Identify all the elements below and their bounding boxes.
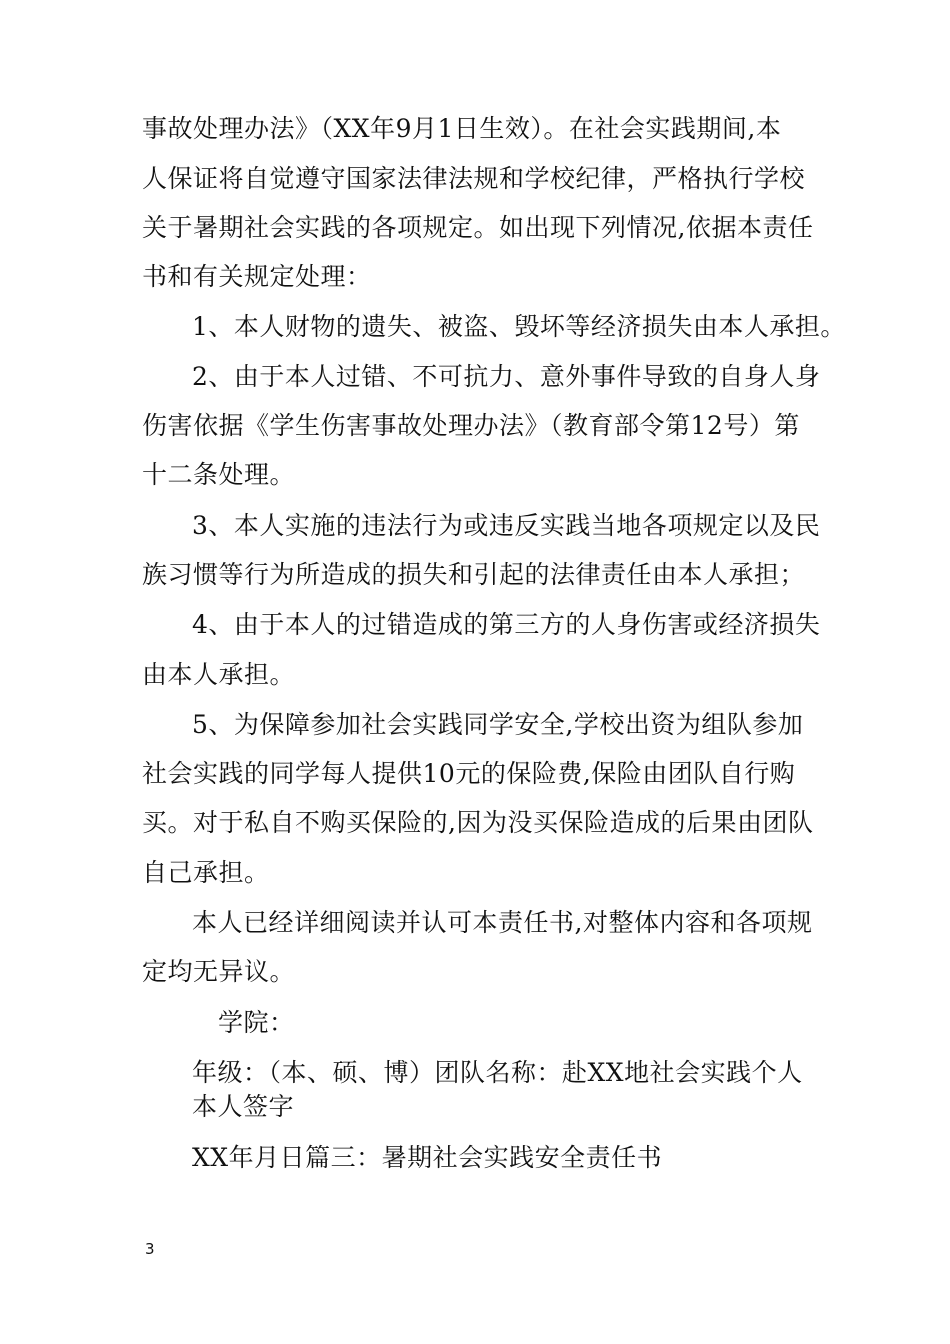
section-heading: XX年月日篇三：暑期社会实践安全责任书	[192, 1143, 663, 1172]
text-line: 书和有关规定处理：	[142, 262, 372, 291]
text-line: 社会实践的同学每人提供10元的保险费,保险由团队自行购	[142, 759, 796, 788]
text-line: 伤害依据《学生伤害事故处理办法》（教育部令第12号）第	[142, 411, 800, 440]
list-item-1: 1、本人财物的遗失、被盗、毁坏等经济损失由本人承担。	[192, 312, 846, 341]
text-line: 人保证将自觉遵守国家法律法规和学校纪律，严格执行学校	[142, 164, 806, 193]
list-item-3: 3、本人实施的违法行为或违反实践当地各项规定以及民	[192, 511, 821, 540]
text-line: 自己承担。	[142, 858, 270, 887]
list-item-4: 4、由于本人的过错造成的第三方的人身伤害或经济损失	[192, 610, 821, 639]
text-line: 十二条处理。	[142, 460, 296, 489]
college-label: 学院：	[218, 1008, 295, 1037]
page-number: 3	[145, 1240, 155, 1258]
text-line: 关于暑期社会实践的各项规定。如出现下列情况,依据本责任	[142, 213, 814, 242]
acknowledgement-line: 本人已经详细阅读并认可本责任书,对整体内容和各项规	[192, 908, 813, 937]
text-line: 定均无异议。	[142, 957, 296, 986]
text-line: 事故处理办法》（XX年9月1日生效）。在社会实践期间,本	[142, 114, 782, 143]
grade-team-line: 年级：（本、硕、博）团队名称：赴XX地社会实践个人	[192, 1058, 803, 1087]
list-item-5: 5、为保障参加社会实践同学安全,学校出资为组队参加	[192, 710, 804, 739]
text-line: 由本人承担。	[142, 660, 296, 689]
text-line: 买。对于私自不购买保险的,因为没买保险造成的后果由团队	[142, 808, 814, 837]
list-item-2: 2、由于本人过错、不可抗力、意外事件导致的自身人身	[192, 362, 821, 391]
text-line: 族习惯等行为所造成的损失和引起的法律责任由本人承担；	[142, 560, 806, 589]
signature-label: 本人签字	[192, 1092, 295, 1121]
